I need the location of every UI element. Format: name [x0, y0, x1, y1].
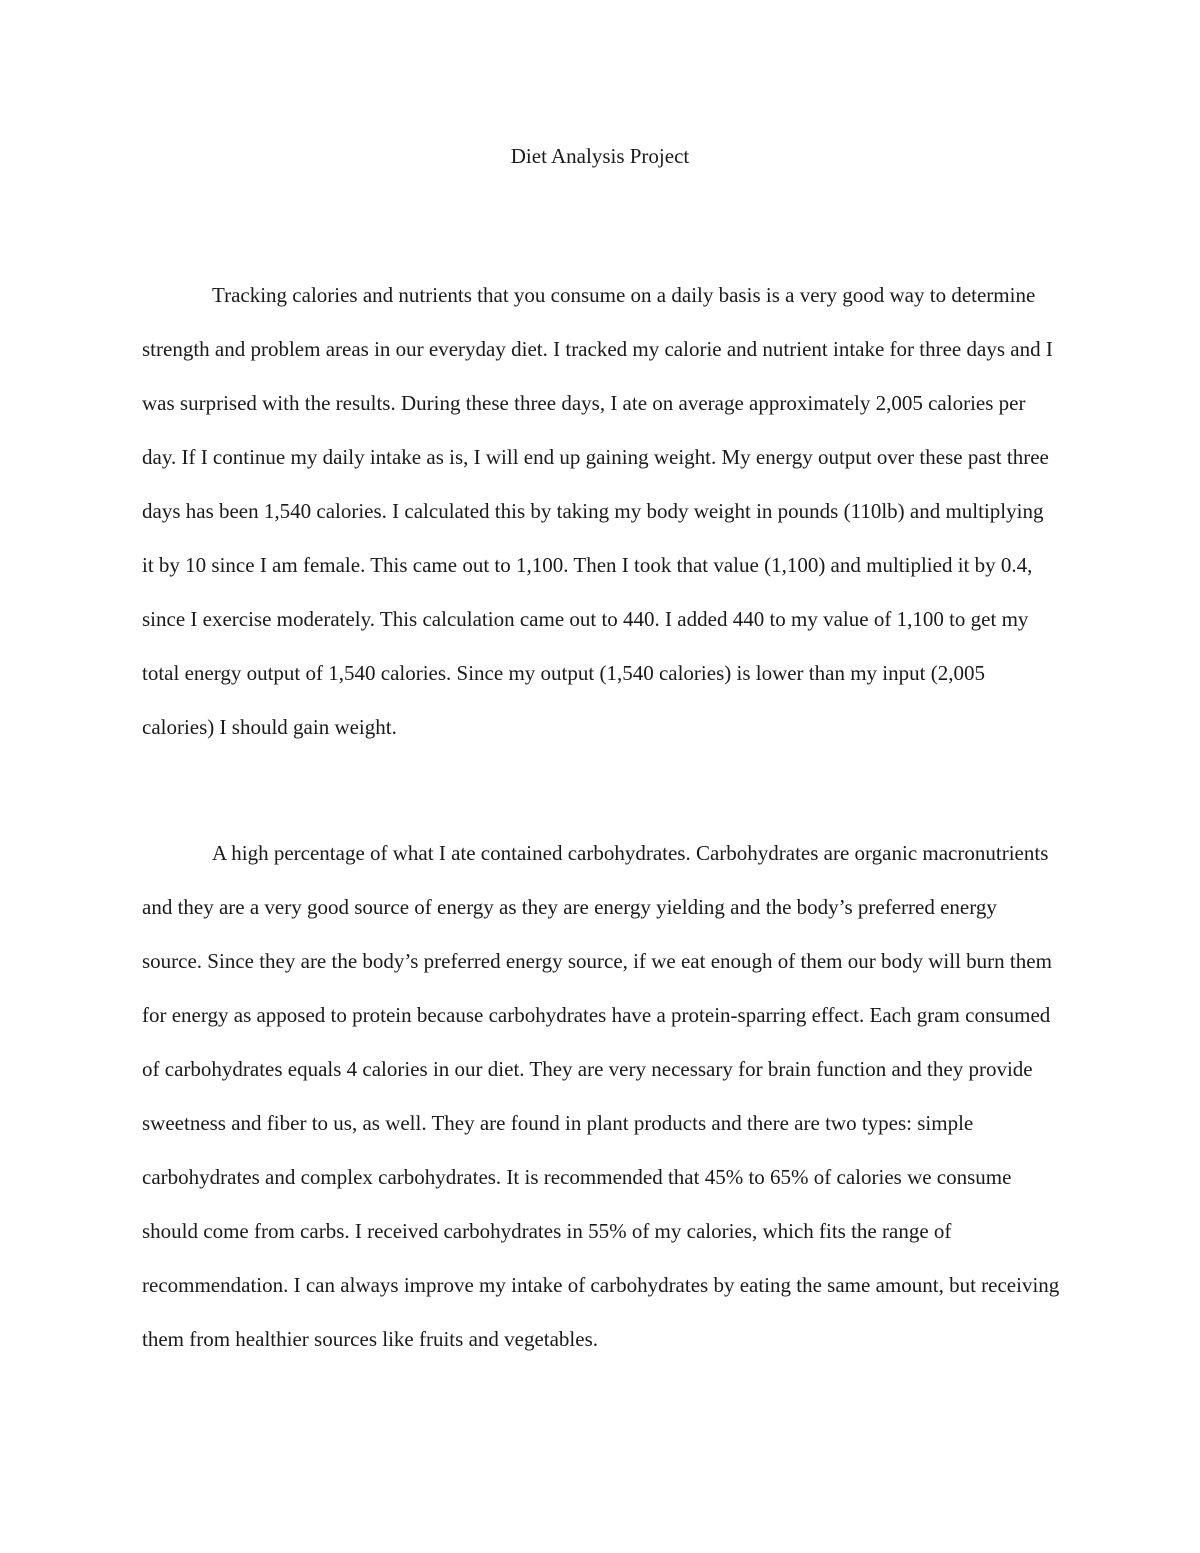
paragraph-carbohydrates: A high percentage of what I ate contained carbohydrates. Carbohydrates are organic macronutrients and they are a very good source of energy as they are energy yielding and the body’s preferred energy source. Since they are the body’s preferred energy source, if we eat enough of them our body will burn them for energy as apposed to protein because carbohydrates have a protein-sparring effect. Each gram consumed of carbohydrates equals 4 calories in our diet. They are very necessary for brain function and they provide sweetness and fiber to us, as well. They are found in plant products and there are two types: simple carbohydrates and complex carbohydrates. It is recommended that 45% to 65% of calories we consume should come from carbs. I received carbohydrates in 55% of my calories, which fits the range of recommendation. I can always improve my intake of carbohydrates by eating the same amount, but receiving them from healthier sources like fruits and vegetables.	[142, 841, 1060, 1351]
document-title: Diet Analysis Project	[510, 144, 690, 168]
paragraph-energy-balance: Tracking calories and nutrients that you consume on a daily basis is a very good way to determine strength and problem areas in our everyday diet. I tracked my calorie and nutrient intake for three days and I was surprised with the results. During these three days, I ate on average approximately 2,005 calories per day. If I continue my daily intake as is, I will end up gaining weight. My energy output over these past three days has been 1,540 calories. I calculated this by taking my body weight in pounds (110lb) and multiplying it by 10 since I am female. This came out to 1,100. Then I took that value (1,100) and multiplied it by 0.4, since I exercise moderately. This calculation came out to 440. I added 440 to my value of 1,100 to get my total energy output of 1,540 calories. Since my output (1,540 calories) is lower than my input (2,005 calories) I should gain weight.	[142, 283, 1053, 739]
